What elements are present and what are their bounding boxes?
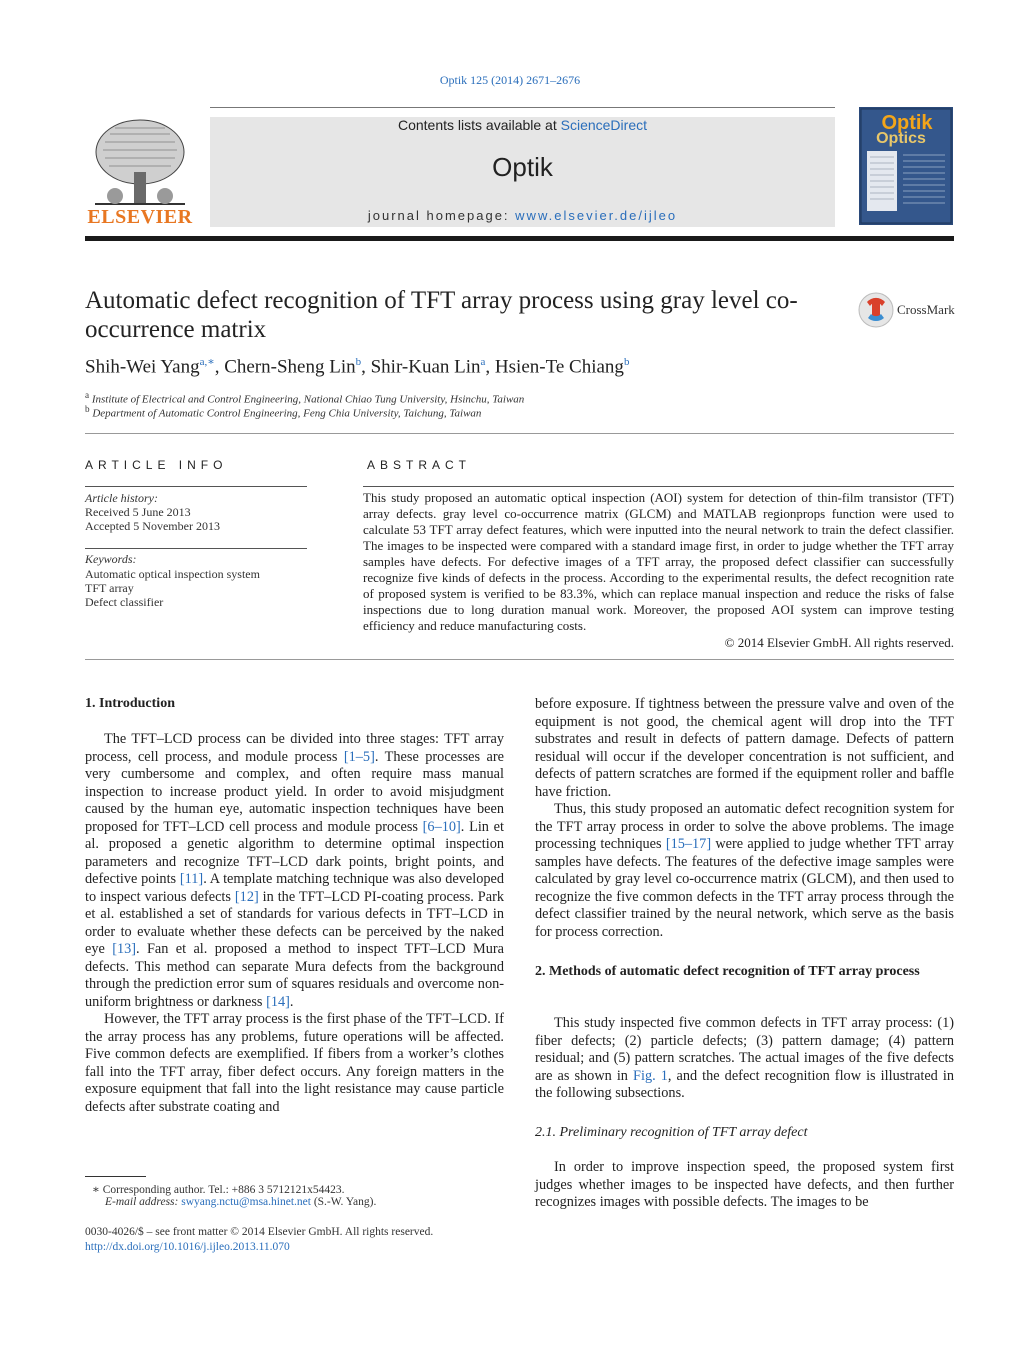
divider	[85, 659, 954, 660]
contents-prefix: Contents lists available at	[397, 117, 561, 133]
section-heading-introduction: 1. Introduction	[85, 696, 175, 711]
article-info-heading: ARTICLE INFO	[85, 458, 228, 472]
journal-title: Optik	[492, 152, 553, 182]
paragraph	[535, 801, 954, 941]
article-history-label: Article history:	[85, 491, 158, 505]
affiliation-label: a	[85, 390, 90, 400]
keyword: TFT array	[85, 581, 134, 595]
journal-homepage-link[interactable]: www.elsevier.de/ijleo	[515, 208, 678, 223]
divider	[85, 548, 307, 549]
received-date: Received 5 June 2013	[85, 505, 191, 519]
doi-link[interactable]: http://dx.doi.org/10.1016/j.ijleo.2013.11.070	[85, 1241, 290, 1253]
text-run: Thus, this study proposed an automatic defect recognition system for the TFT array process in order to solve the above problems. The image processing techniques	[535, 801, 954, 852]
paragraph	[85, 731, 504, 1011]
abstract-heading: ABSTRACT	[367, 458, 472, 472]
email-link[interactable]: swyang.nctu@msa.hinet.net	[181, 1196, 311, 1208]
text-run: . A template matching technique was also developed to inspect various defects	[85, 871, 504, 905]
journal-homepage-line	[210, 208, 835, 223]
keywords-label: Keywords:	[85, 552, 137, 566]
text-run: in the TFT–LCD PI-coating process. Park et al. established a set of standards for various defects in TFT–LCD in order to evaluate whether these defects can be perceived by the naked eye	[85, 888, 504, 957]
author-name[interactable]: Hsien-Te Chiang	[494, 356, 624, 378]
crossmark-label: CrossMark	[897, 302, 955, 317]
paragraph: In order to improve inspection speed, the proposed system first judges whether images to be inspected have defects, and then further recognizes images with possible defects. The images to be	[535, 1159, 954, 1210]
text-run: , and the defect recognition flow is illustrated in the following subsections.	[535, 1067, 954, 1101]
citation-link[interactable]: [6–10]	[422, 818, 461, 835]
elsevier-wordmark: ELSEVIER	[87, 206, 193, 228]
figure-link[interactable]: Fig. 1	[633, 1067, 668, 1084]
email-label: E-mail address:	[105, 1196, 182, 1208]
citation-link[interactable]: [12]	[234, 888, 259, 905]
author-affiliation-marker[interactable]: b	[623, 356, 630, 368]
keyword: Automatic optical inspection system	[85, 567, 260, 581]
author-affiliation-marker[interactable]: b	[355, 356, 362, 368]
contents-available-line	[210, 117, 835, 133]
citation-link[interactable]: [1–5]	[343, 748, 375, 765]
divider	[85, 486, 307, 487]
body-column-left	[85, 731, 504, 1116]
affiliation-label: b	[85, 404, 90, 414]
text-run: . Fan et al. proposed a method to inspect TFT–LCD Mura defects. This method can separate Mura defects from the background through the prediction error sum of squares residuals and overcome non-uniform brightness or darkness	[85, 941, 504, 1010]
abstract-text: This study proposed an automatic optical inspection (AOI) system for detection of thin-film transistor (TFT) array defects. gray level co-occurrence matrix (GLCM) and MATLAB regionprops function were used to calculate 53 TFT array defect features, which were inputted into the neural network to train the defect classifier. The images to be inspected were compared with a standard image first, in order to judge whether the TFT array samples have defects. For defective images of a TFT array, the proposed defect classifier can successfully recognize five kinds of defects in the process. According to the experimental results, the defect recognition rate of proposed system is verified to be 83.3%, which can replace manual inspection and reduce the risks of false inspections due to long duration manual work. Moreover, the proposed AOI system can improve testing efficiency and reduce manufacturing costs.	[363, 490, 954, 633]
email-note	[105, 1196, 376, 1208]
header-bottom-rule	[85, 236, 954, 241]
accepted-date: Accepted 5 November 2013	[85, 519, 220, 533]
text-run: .	[289, 993, 294, 1010]
paragraph-continued: before exposure. If tightness between the pressure valve and oven of the equipment is not good, the chemical agent will drop into the TFT substrates and result in defects of pattern damage. Defects of pattern residual will occur if the developer concentration is not sufficient, and defects of pattern scratches are formed if the equipment roller and baffle have friction.	[535, 696, 954, 800]
footnote-rule	[85, 1176, 146, 1177]
keyword: Defect classifier	[85, 595, 164, 609]
author-name[interactable]: Shir-Kuan Lin	[370, 356, 481, 378]
homepage-prefix: journal homepage:	[367, 208, 516, 223]
affiliation-b	[85, 404, 945, 420]
author-name[interactable]: Chern-Sheng Lin	[224, 356, 356, 378]
copyright-notice: © 2014 Elsevier GmbH. All rights reserved.	[724, 635, 954, 650]
email-suffix: (S.-W. Yang).	[310, 1196, 377, 1208]
text-run: were applied to judge whether TFT array samples have defects. The features of the defective image samples were calculated by gray level co-occurrence matrix (GLCM), and then used to recognize the five common defects in the TFT array process through the defect classifier trained by the neural network, which serve as the basis for process correction.	[535, 836, 955, 940]
body-column-right-middle	[535, 1015, 954, 1103]
cover-title-optik: Optik	[881, 112, 933, 134]
section-heading-methods: 2. Methods of automatic defect recognition of TFT array process	[535, 964, 920, 979]
journal-citation[interactable]: Optik 125 (2014) 2671–2676	[439, 73, 581, 87]
paper-title: Automatic defect recognition of TFT array process using gray level co-occurrence matrix	[85, 287, 798, 343]
author-name[interactable]: Shih-Wei Yang	[85, 356, 200, 378]
divider	[85, 433, 954, 434]
author-list: Shih-Wei Yang$^{a,∗}$, Chern-Sheng Lin$^b$, Shir-Kuan Lin$^a$, Hsien-Te Chiang$^b$	[85, 356, 630, 378]
body-column-right-top	[535, 696, 954, 941]
author-affiliation-marker[interactable]: a	[480, 356, 486, 368]
subsection-heading: 2.1. Preliminary recognition of TFT array defect	[535, 1125, 808, 1140]
sciencedirect-link[interactable]: ScienceDirect	[560, 117, 647, 133]
text-run: This study inspected five common defects in TFT array process: (1) fiber defects; (2) particle defects; (3) pattern damage; (4) pattern residual; and (5) pattern scratches. The actual images of the five defects are as shown in	[535, 1015, 954, 1084]
paragraph: However, the TFT array process is the first phase of the TFT–LCD. If the array process has any problems, future operations will be affected. Five common defects are exemplified. If fibers from a worker’s clothes fall into the TFT array, fiber defect occurs. Any foreign matters in the exposure equipment that fall into the light resistance may cause particle defects after substrate coating and	[85, 1011, 504, 1115]
author-affiliation-marker[interactable]: a,∗	[199, 356, 215, 368]
affiliation-text: Institute of Electrical and Control Engineering, National Chiao Tung University, Hsinchu, Taiwan	[91, 393, 525, 406]
divider	[363, 486, 954, 487]
citation-link[interactable]: [14]	[266, 993, 290, 1010]
text-run: . Lin et al. proposed a genetic algorithm to determine optimal inspection parameters and recognize TFT–LCD dark points, bright points, and defective points	[85, 818, 504, 887]
body-column-right-bottom	[535, 1159, 954, 1212]
journal-cover-thumbnail[interactable]	[859, 107, 953, 225]
citation-link[interactable]: [13]	[112, 941, 137, 957]
affiliation-text: Department of Automatic Control Engineering, Feng Chia University, Taichung, Taiwan	[92, 407, 482, 420]
corresponding-author-note: ∗ Corresponding author. Tel.: +886 3 5712121x54423.	[92, 1184, 345, 1196]
paragraph	[535, 1015, 954, 1103]
header-divider	[210, 107, 835, 108]
citation-link[interactable]: [15–17]	[665, 836, 712, 852]
citation-link[interactable]: [11]	[179, 871, 204, 887]
cover-title-optics: Optics	[876, 130, 926, 147]
text-run: The TFT–LCD process can be divided into three stages: TFT array process, cell process, and module process	[85, 731, 504, 765]
front-matter-note: 0030-4026/$ – see front matter © 2014 Elsevier GmbH. All rights reserved.	[85, 1226, 434, 1238]
text-run: . These processes are very cumbersome and complex, and often require mass manual inspection to increase product yield. In order to avoid misjudgment caused by the human eye, automatic inspection techniques have been proposed for TFT–LCD cell process and module process	[85, 748, 504, 835]
